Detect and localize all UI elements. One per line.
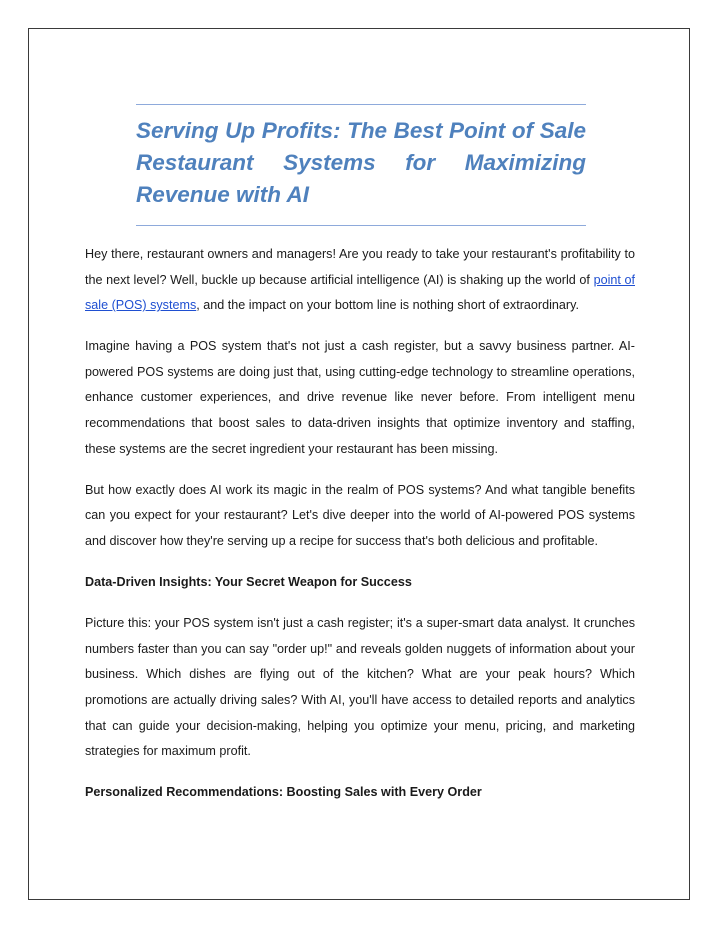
intro-text-end: , and the impact on your bottom line is nothing short of extraordinary.: [196, 298, 579, 313]
pos-systems-link[interactable]: point of sale (POS) systems: [85, 272, 635, 313]
section-heading-recommendations: Personalized Recommendations: Boosting Sales with Every Order: [85, 785, 482, 800]
section-heading-data-insights: Data-Driven Insights: Your Secret Weapon for Success: [85, 575, 412, 590]
paragraph-3: But how exactly does AI work its magic in the realm of POS systems? And what tangible benefits can you expect for your restaurant? Let's dive deeper into the world of AI-powered POS systems and discover how they're serving up a recipe for success that's both delicious and profitable.: [85, 482, 635, 548]
paragraph-2: Imagine having a POS system that's not just a cash register, but a savvy business partner. AI-powered POS systems are doing just that, using cutting-edge technology to streamline operations, enhance customer experiences, and drive revenue like never before. From intelligent menu recommendations that boost sales to data-driven insights that optimize inventory and staffing, these systems are the secret ingredient your restaurant has been missing.: [85, 339, 635, 456]
paragraph-4: Picture this: your POS system isn't just a cash register; it's a super-smart data analyst. It crunches numbers faster than you can say "order up!" and reveals golden nuggets of information about your business. Which dishes are flying out of the kitchen? What are your peak hours? Which promotions are actually driving sales? With AI, you'll have access to detailed reports and analytics that can guide your decision-making, helping you optimize your menu, pricing, and marketing strategies for maximum profit.: [85, 616, 635, 759]
title-block: [136, 104, 586, 226]
intro-text-start: Hey there, restaurant owners and managers! Are you ready to take your restaurant's profitability to the next level? Well, buckle up because artificial intelligence (AI) is shaking up the world of: [85, 247, 635, 287]
intro-paragraph: [85, 242, 635, 319]
article-body: [85, 242, 635, 821]
article-title: Serving Up Profits: The Best Point of Sale Restaurant Systems for Maximizing Revenue with AI: [136, 118, 586, 207]
